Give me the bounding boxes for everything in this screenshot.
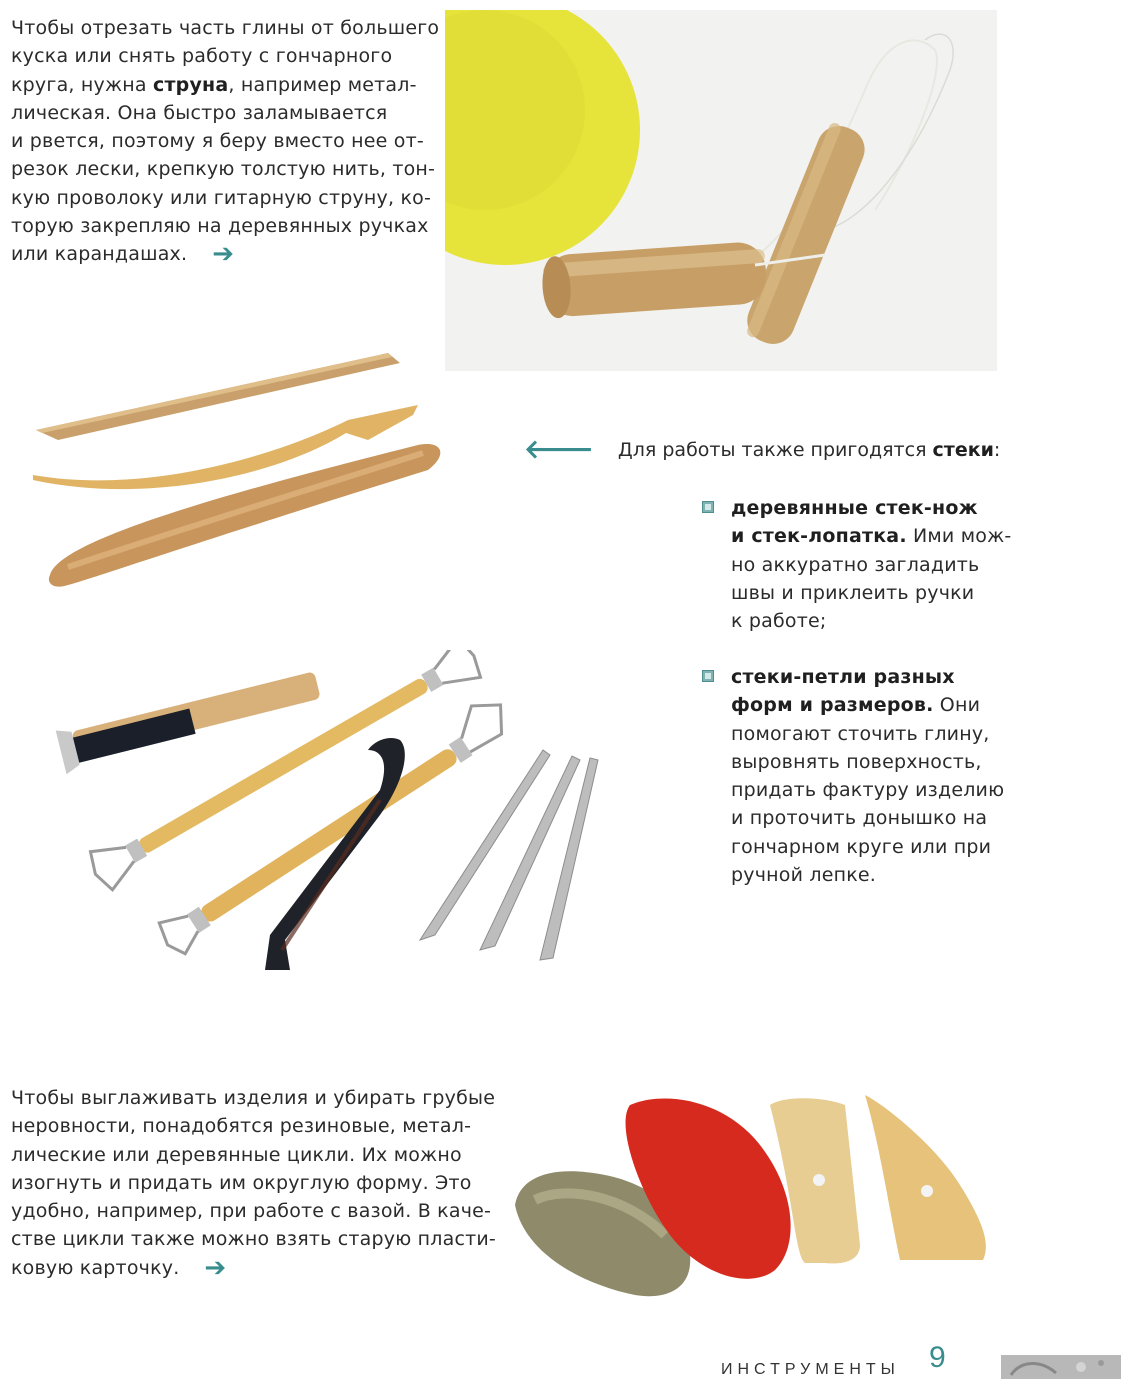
text-line: стве цикли также можно взять старую пласти-	[11, 1228, 496, 1251]
arrow-right-icon: ➔	[212, 239, 235, 270]
text-line: и рвется, поэтому я беру вместо нее от-	[11, 130, 424, 153]
list-item-wooden-steki: деревянные стек-нож и стек-лопатка. Ими мож- но аккуратно загладить швы и приклеить ручки к работе;	[702, 494, 1002, 635]
text-line: лические или деревянные цикли. Их можно	[11, 1143, 462, 1166]
text-line: торую закрепляю на деревянных ручках	[11, 215, 429, 238]
wooden-steki-photo	[28, 345, 448, 595]
wire-cutter-photo	[445, 10, 997, 371]
bold-term-struna: струна	[152, 73, 229, 96]
steki-intro: 🡐 Для работы также пригодятся стеки:	[524, 435, 1001, 465]
text-line: Чтобы отрезать часть глины от большего	[11, 17, 440, 39]
square-bullet-icon	[702, 501, 714, 513]
page-number: 9	[929, 1341, 946, 1374]
square-bullet-icon	[702, 670, 714, 682]
text-line: кую проволоку или гитарную струну, ко-	[11, 186, 432, 209]
arrow-right-icon: ➔	[204, 1252, 227, 1283]
arrow-left-icon: 🡐	[524, 435, 594, 465]
loop-steki-photo	[50, 650, 610, 980]
text-line: резок лески, крепкую толстую нить, тон-	[11, 158, 436, 181]
text-line: удобно, например, при работе с вазой. В каче-	[11, 1200, 492, 1223]
paragraph-ribs	[11, 1084, 496, 1283]
text-line: или карандашах. ➔	[11, 239, 235, 270]
paragraph-wire-cutter	[11, 14, 440, 270]
text-line: изогнуть и придать им округлую форму. Это	[11, 1171, 472, 1194]
ribs-photo	[505, 1085, 995, 1305]
bold-term-steki: стеки	[932, 439, 994, 461]
text-line: круга, нужна струна, например метал-	[11, 73, 417, 96]
text-line: Чтобы выглаживать изделия и убирать грубые	[11, 1087, 496, 1109]
footer-section-title: ИНСТРУМЕНТЫ	[721, 1361, 900, 1378]
text-line: ковую карточку. ➔	[11, 1252, 227, 1283]
text-line: неровности, понадобятся резиновые, метал-	[11, 1115, 472, 1138]
text-line: лическая. Она быстро заламывается	[11, 101, 388, 124]
steki-intro-text: Для работы также пригодятся	[617, 439, 933, 461]
text-line: куска или снять работу с гончарного	[11, 45, 393, 68]
footer-decor-strip	[1001, 1355, 1121, 1379]
list-item-loop-steki: стеки-петли разных форм и размеров. Они помогают сточить глину, выровнять поверхность, придать фактуру изделию и проточить донышко на гончарном круге или при ручной лепке.	[702, 663, 1002, 889]
